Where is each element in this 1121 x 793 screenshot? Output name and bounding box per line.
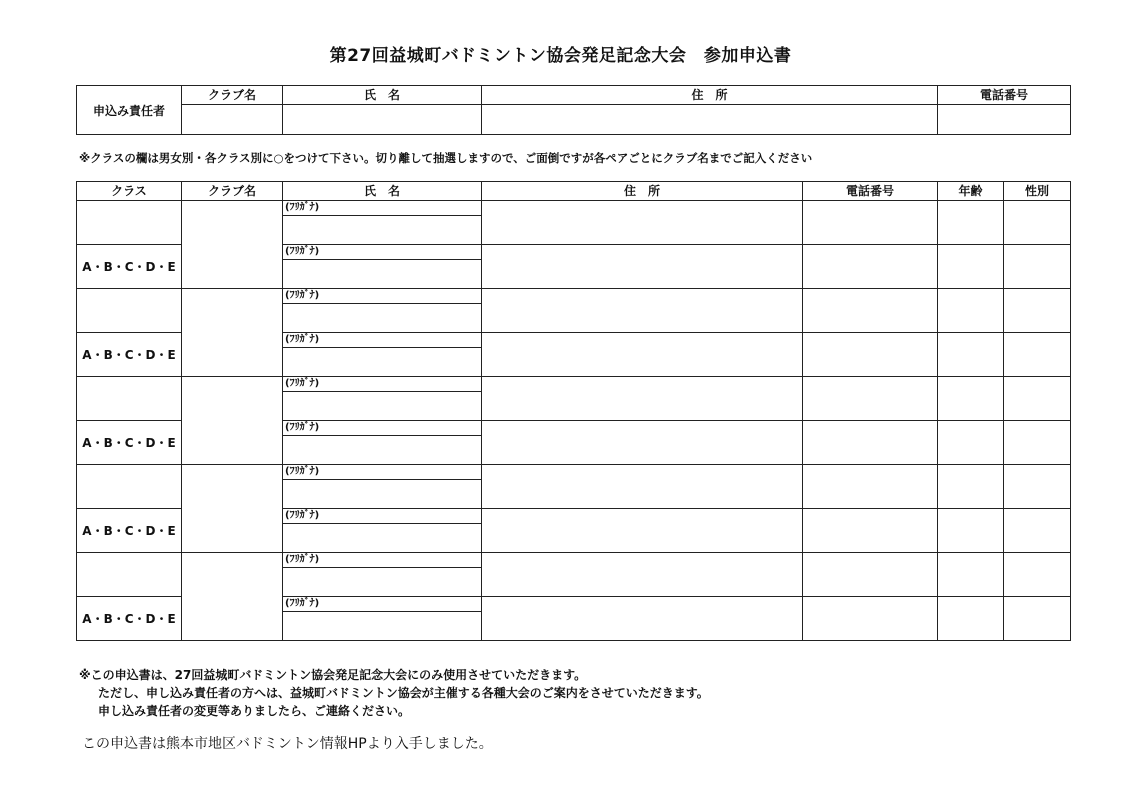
header-gender: 性別 xyxy=(1004,182,1071,201)
address-input[interactable] xyxy=(482,333,803,377)
pair-row xyxy=(77,201,1071,245)
header-phone: 電話番号 xyxy=(803,182,938,201)
bottom-notes xyxy=(79,666,709,720)
club-input[interactable] xyxy=(182,553,283,641)
phone-input[interactable] xyxy=(803,465,938,509)
phone-input[interactable] xyxy=(803,553,938,597)
phone-input[interactable] xyxy=(803,245,938,289)
phone-input[interactable] xyxy=(803,333,938,377)
furigana-label: (ﾌﾘｶﾞﾅ) xyxy=(283,245,481,260)
address-input[interactable] xyxy=(482,465,803,509)
furigana-label: (ﾌﾘｶﾞﾅ) xyxy=(283,421,481,436)
age-input[interactable] xyxy=(938,553,1004,597)
furigana-label: (ﾌﾘｶﾞﾅ) xyxy=(283,597,481,612)
furigana-label: (ﾌﾘｶﾞﾅ) xyxy=(283,289,481,304)
name-input[interactable] xyxy=(283,509,482,553)
class-options[interactable]: A・B・C・D・E xyxy=(77,333,182,377)
header-club: クラブ名 xyxy=(182,182,283,201)
age-input[interactable] xyxy=(938,597,1004,641)
furigana-label: (ﾌﾘｶﾞﾅ) xyxy=(283,553,481,568)
phone-input[interactable] xyxy=(803,201,938,245)
club-input[interactable] xyxy=(182,465,283,553)
header-name: 氏 名 xyxy=(283,182,482,201)
name-input[interactable] xyxy=(283,201,482,245)
phone-input[interactable] xyxy=(803,597,938,641)
furigana-label: (ﾌﾘｶﾞﾅ) xyxy=(283,333,481,348)
phone-input[interactable] xyxy=(803,421,938,465)
gender-input[interactable] xyxy=(1004,421,1071,465)
entry-table xyxy=(76,181,1071,641)
class-blank-cell[interactable] xyxy=(77,201,182,245)
rep-header-name: 氏 名 xyxy=(283,86,482,105)
class-blank-cell[interactable] xyxy=(77,465,182,509)
rep-header-address: 住 所 xyxy=(482,86,938,105)
rep-phone-input[interactable] xyxy=(938,105,1071,135)
name-input[interactable] xyxy=(283,597,482,641)
name-input[interactable] xyxy=(283,289,482,333)
address-input[interactable] xyxy=(482,509,803,553)
age-input[interactable] xyxy=(938,245,1004,289)
header-address: 住 所 xyxy=(482,182,803,201)
class-options[interactable]: A・B・C・D・E xyxy=(77,509,182,553)
gender-input[interactable] xyxy=(1004,289,1071,333)
gender-input[interactable] xyxy=(1004,245,1071,289)
note-line-2: ただし、申し込み責任者の方へは、益城町バドミントン協会が主催する各種大会のご案内をさせていただきます。 xyxy=(98,686,709,700)
name-input[interactable] xyxy=(283,553,482,597)
header-age: 年齢 xyxy=(938,182,1004,201)
pair-row xyxy=(77,377,1071,421)
address-input[interactable] xyxy=(482,597,803,641)
club-input[interactable] xyxy=(182,201,283,289)
pair-row xyxy=(77,465,1071,509)
class-blank-cell[interactable] xyxy=(77,377,182,421)
furigana-label: (ﾌﾘｶﾞﾅ) xyxy=(283,465,481,480)
address-input[interactable] xyxy=(482,245,803,289)
gender-input[interactable] xyxy=(1004,597,1071,641)
page-title: 第27回益城町バドミントン協会発足記念大会 参加申込書 xyxy=(329,46,792,66)
gender-input[interactable] xyxy=(1004,333,1071,377)
name-input[interactable] xyxy=(283,333,482,377)
rep-header-club: クラブ名 xyxy=(182,86,283,105)
class-options[interactable]: A・B・C・D・E xyxy=(77,421,182,465)
representative-label: 申込み責任者 xyxy=(77,86,182,135)
age-input[interactable] xyxy=(938,201,1004,245)
rep-header-phone: 電話番号 xyxy=(938,86,1071,105)
address-input[interactable] xyxy=(482,377,803,421)
instruction-note: ※クラスの欄は男女別・各クラス別に○をつけて下さい。切り離して抽選しますので、ご面倒ですが各ペアごとにクラブ名までご記入ください xyxy=(79,151,813,165)
note-line-3: 申し込み責任者の変更等ありましたら、ご連絡ください。 xyxy=(98,704,411,718)
furigana-label: (ﾌﾘｶﾞﾅ) xyxy=(283,509,481,524)
name-input[interactable] xyxy=(283,377,482,421)
class-blank-cell[interactable] xyxy=(77,553,182,597)
address-input[interactable] xyxy=(482,289,803,333)
name-input[interactable] xyxy=(283,245,482,289)
class-options[interactable]: A・B・C・D・E xyxy=(77,245,182,289)
name-input[interactable] xyxy=(283,421,482,465)
class-blank-cell[interactable] xyxy=(77,289,182,333)
club-input[interactable] xyxy=(182,289,283,377)
source-note: この申込書は熊本市地区バドミントン情報HPより入手しました。 xyxy=(82,736,493,752)
address-input[interactable] xyxy=(482,553,803,597)
gender-input[interactable] xyxy=(1004,377,1071,421)
class-options[interactable]: A・B・C・D・E xyxy=(77,597,182,641)
representative-table xyxy=(76,85,1071,135)
name-input[interactable] xyxy=(283,465,482,509)
header-class: クラス xyxy=(77,182,182,201)
age-input[interactable] xyxy=(938,465,1004,509)
address-input[interactable] xyxy=(482,421,803,465)
age-input[interactable] xyxy=(938,289,1004,333)
note-line-1: ※この申込書は、27回益城町バドミントン協会発足記念大会にのみ使用させていただきます。 xyxy=(79,668,587,682)
rep-club-input[interactable] xyxy=(182,105,283,135)
pair-row xyxy=(77,553,1071,597)
furigana-label: (ﾌﾘｶﾞﾅ) xyxy=(283,377,481,392)
age-input[interactable] xyxy=(938,333,1004,377)
age-input[interactable] xyxy=(938,421,1004,465)
gender-input[interactable] xyxy=(1004,201,1071,245)
gender-input[interactable] xyxy=(1004,465,1071,509)
pair-row xyxy=(77,289,1071,333)
phone-input[interactable] xyxy=(803,509,938,553)
address-input[interactable] xyxy=(482,201,803,245)
phone-input[interactable] xyxy=(803,289,938,333)
club-input[interactable] xyxy=(182,377,283,465)
rep-address-input[interactable] xyxy=(482,105,938,135)
furigana-label: (ﾌﾘｶﾞﾅ) xyxy=(283,201,481,216)
age-input[interactable] xyxy=(938,377,1004,421)
phone-input[interactable] xyxy=(803,377,938,421)
gender-input[interactable] xyxy=(1004,553,1071,597)
age-input[interactable] xyxy=(938,509,1004,553)
rep-name-input[interactable] xyxy=(283,105,482,135)
gender-input[interactable] xyxy=(1004,509,1071,553)
